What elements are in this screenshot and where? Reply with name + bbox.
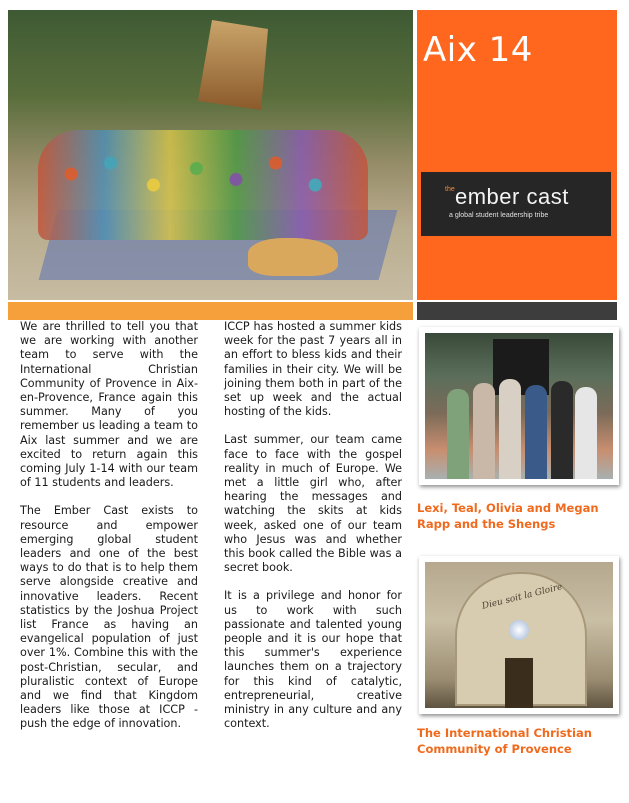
logo-tagline: a global student leadership tribe <box>449 212 549 219</box>
ember-cast-logo <box>421 172 611 236</box>
church-photo-frame <box>419 556 619 714</box>
family-photo <box>425 333 613 479</box>
person <box>473 383 495 479</box>
crowd-of-kids <box>38 130 368 240</box>
paragraph: We are thrilled to tell you that we are working with another team to serve with the International Christian Community of Provence in Aix-en-Provence, France again this summer. Many of you remember us leading a team to Aix last summer and we are excited to return again this coming July 1-14 with our team of 11 students and leaders. <box>20 320 198 490</box>
family-photo-frame <box>419 327 619 485</box>
person <box>525 385 547 479</box>
pirate-ship-prop <box>198 20 268 110</box>
orange-divider-bar <box>8 302 413 320</box>
round-window <box>509 620 529 640</box>
person <box>447 389 469 479</box>
wall-inscription: Dieu soit la Gloire <box>481 582 564 612</box>
hero-group-photo <box>8 10 413 300</box>
church-interior-photo <box>425 562 613 708</box>
article-column-1 <box>20 320 198 746</box>
dark-divider-bar <box>417 302 617 320</box>
lectern <box>505 658 533 708</box>
dog <box>248 238 338 276</box>
person <box>499 379 521 479</box>
photo-caption: Lexi, Teal, Olivia and Megan Rapp and the Shengs <box>417 501 599 531</box>
person <box>551 381 573 479</box>
article-column-2 <box>224 320 402 745</box>
paragraph: It is a privilege and honor for us to work with such passionate and talented young people and it is our hope that this summer's experience launches them on a trajectory for this kind of catalytic, entrepreneurial, creative ministry in any culture and any context. <box>224 589 402 731</box>
photo-caption: The International Christian Community of Provence <box>417 726 592 756</box>
paragraph: The Ember Cast exists to resource and empower emerging global student leaders and one of the best ways to do that is to help them serve alongside creative and innovative leaders. Recent statistics by the Joshua Project list France as having an evangelical population of just over 1%. Combine this with the post-Christian, secular, and pluralistic context of Europe and we find that Kingdom leaders like those at ICCP - push the edge of innovation. <box>20 504 198 731</box>
page-title: Aix 14 <box>423 30 533 70</box>
paragraph: ICCP has hosted a summer kids week for the past 7 years all in an effort to bless kids and their families in their city. We will be joining them both in part of the set up week and the actual hosting of the kids. <box>224 320 402 419</box>
person <box>575 387 597 479</box>
logo-wordmark: ember cast <box>455 184 569 209</box>
title-panel <box>417 10 617 300</box>
logo-prefix: the <box>445 186 455 193</box>
paragraph: Last summer, our team came face to face with the gospel reality in much of Europe. We met a little girl who, after hearing the messages and watching the skits at kids week, asked one of our team who Jesus was and whether this book called the Bible was a secret book. <box>224 433 402 575</box>
